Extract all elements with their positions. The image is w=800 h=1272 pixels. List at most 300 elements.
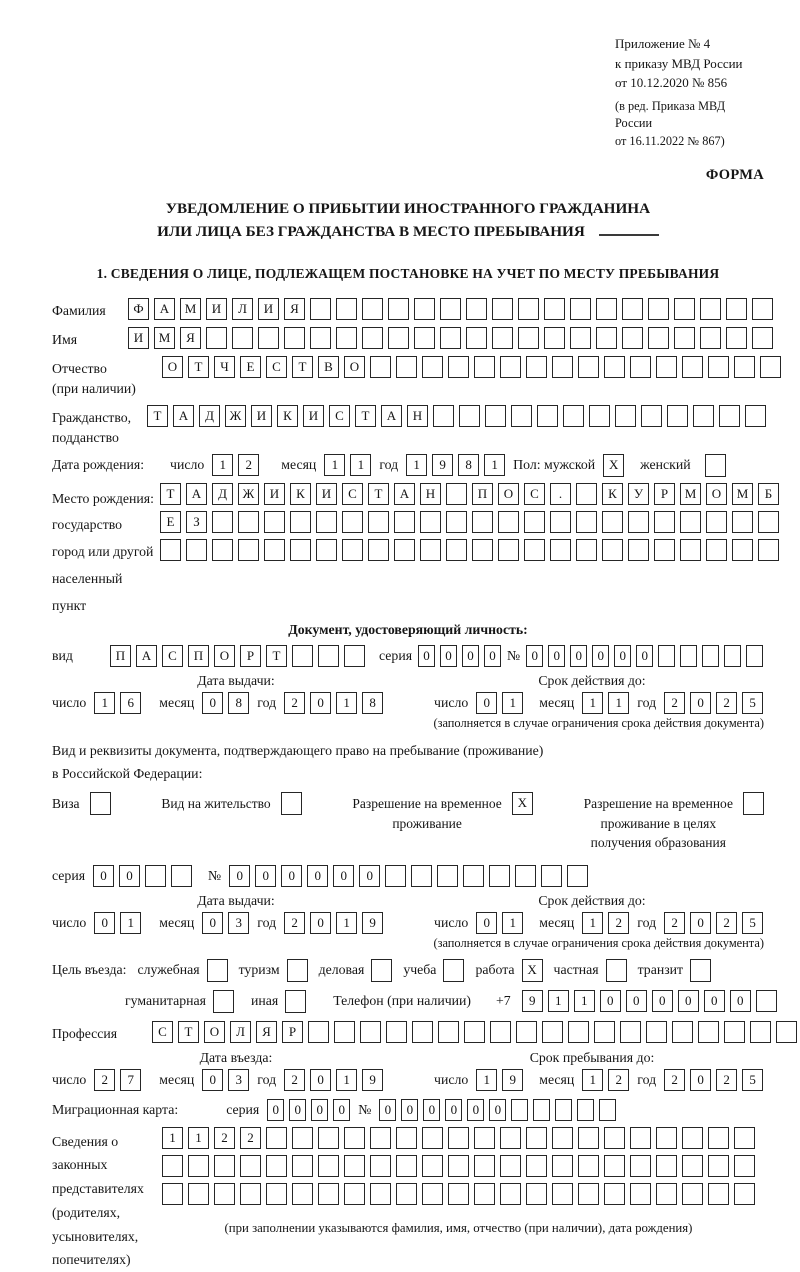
char-box[interactable]: Н xyxy=(420,483,441,505)
char-box[interactable] xyxy=(206,327,227,349)
char-box[interactable]: 1 xyxy=(120,912,141,934)
char-box[interactable]: Я xyxy=(256,1021,277,1043)
char-box[interactable] xyxy=(708,1183,729,1205)
char-box[interactable] xyxy=(654,539,675,561)
char-box[interactable] xyxy=(448,1183,469,1205)
char-box[interactable] xyxy=(284,327,305,349)
char-box[interactable] xyxy=(745,405,766,427)
char-box[interactable] xyxy=(555,1099,572,1121)
char-box[interactable]: 2 xyxy=(94,1069,115,1091)
char-box[interactable] xyxy=(604,1183,625,1205)
char-box[interactable] xyxy=(658,645,675,667)
char-box[interactable]: 1 xyxy=(574,990,595,1012)
char-box[interactable] xyxy=(708,1155,729,1177)
char-box[interactable] xyxy=(552,1127,573,1149)
char-box[interactable] xyxy=(758,511,779,533)
checkbox-work[interactable]: X xyxy=(522,959,543,982)
char-box[interactable] xyxy=(385,865,406,887)
char-box[interactable] xyxy=(708,356,729,378)
char-box[interactable]: 2 xyxy=(238,454,259,476)
char-box[interactable]: К xyxy=(602,483,623,505)
char-box[interactable]: 0 xyxy=(652,990,673,1012)
char-box[interactable]: 0 xyxy=(476,912,497,934)
char-box[interactable] xyxy=(370,1183,391,1205)
char-box[interactable] xyxy=(466,298,487,320)
char-box[interactable]: Я xyxy=(284,298,305,320)
char-box[interactable]: 5 xyxy=(742,912,763,934)
char-box[interactable]: 0 xyxy=(526,645,543,667)
char-box[interactable] xyxy=(706,511,727,533)
char-box[interactable] xyxy=(680,539,701,561)
char-box[interactable]: 0 xyxy=(704,990,725,1012)
char-box[interactable] xyxy=(266,1155,287,1177)
char-box[interactable]: О xyxy=(344,356,365,378)
char-box[interactable] xyxy=(266,1127,287,1149)
char-box[interactable] xyxy=(700,327,721,349)
char-box[interactable] xyxy=(602,539,623,561)
char-box[interactable] xyxy=(212,511,233,533)
char-box[interactable] xyxy=(648,298,669,320)
char-box[interactable]: О xyxy=(706,483,727,505)
char-box[interactable]: 0 xyxy=(423,1099,440,1121)
char-box[interactable]: И xyxy=(206,298,227,320)
char-box[interactable]: С xyxy=(162,645,183,667)
char-box[interactable]: 0 xyxy=(636,645,653,667)
char-box[interactable] xyxy=(492,298,513,320)
char-box[interactable]: 0 xyxy=(690,692,711,714)
char-box[interactable]: М xyxy=(180,298,201,320)
char-box[interactable] xyxy=(422,1183,443,1205)
char-box[interactable] xyxy=(693,405,714,427)
char-box[interactable]: С xyxy=(266,356,287,378)
char-box[interactable] xyxy=(474,356,495,378)
char-box[interactable]: 0 xyxy=(202,1069,223,1091)
char-box[interactable] xyxy=(318,1155,339,1177)
char-box[interactable] xyxy=(463,865,484,887)
char-box[interactable] xyxy=(515,865,536,887)
char-box[interactable] xyxy=(577,1099,594,1121)
char-box[interactable] xyxy=(334,1021,355,1043)
char-box[interactable] xyxy=(188,1155,209,1177)
char-box[interactable]: 0 xyxy=(730,990,751,1012)
char-box[interactable] xyxy=(578,1183,599,1205)
char-box[interactable]: Б xyxy=(758,483,779,505)
char-box[interactable] xyxy=(162,1183,183,1205)
char-box[interactable]: 0 xyxy=(255,865,276,887)
char-box[interactable] xyxy=(448,356,469,378)
char-box[interactable] xyxy=(719,405,740,427)
char-box[interactable]: 0 xyxy=(418,645,435,667)
char-box[interactable] xyxy=(316,511,337,533)
char-box[interactable] xyxy=(550,539,571,561)
char-box[interactable] xyxy=(472,511,493,533)
char-box[interactable]: 0 xyxy=(626,990,647,1012)
char-box[interactable] xyxy=(370,1155,391,1177)
char-box[interactable] xyxy=(567,865,588,887)
char-box[interactable] xyxy=(750,1021,771,1043)
char-box[interactable]: 0 xyxy=(690,912,711,934)
char-box[interactable]: 0 xyxy=(690,1069,711,1091)
char-box[interactable]: Т xyxy=(355,405,376,427)
char-box[interactable] xyxy=(344,1155,365,1177)
checkbox-study[interactable] xyxy=(443,959,464,982)
char-box[interactable]: 0 xyxy=(307,865,328,887)
char-box[interactable] xyxy=(734,356,755,378)
char-box[interactable] xyxy=(578,356,599,378)
char-box[interactable] xyxy=(411,865,432,887)
char-box[interactable] xyxy=(370,356,391,378)
char-box[interactable]: Н xyxy=(407,405,428,427)
char-box[interactable]: Т xyxy=(160,483,181,505)
char-box[interactable]: И xyxy=(258,298,279,320)
char-box[interactable]: О xyxy=(498,483,519,505)
char-box[interactable] xyxy=(760,356,781,378)
char-box[interactable] xyxy=(682,1155,703,1177)
char-box[interactable] xyxy=(615,405,636,427)
char-box[interactable] xyxy=(682,1183,703,1205)
char-box[interactable]: 0 xyxy=(281,865,302,887)
char-box[interactable] xyxy=(734,1183,755,1205)
char-box[interactable] xyxy=(646,1021,667,1043)
char-box[interactable]: 3 xyxy=(228,1069,249,1091)
checkbox-male[interactable]: X xyxy=(603,454,624,477)
char-box[interactable]: 0 xyxy=(310,912,331,934)
char-box[interactable] xyxy=(386,1021,407,1043)
char-box[interactable] xyxy=(682,356,703,378)
char-box[interactable] xyxy=(489,865,510,887)
char-box[interactable]: 0 xyxy=(570,645,587,667)
char-box[interactable] xyxy=(396,356,417,378)
char-box[interactable]: 1 xyxy=(476,1069,497,1091)
char-box[interactable]: 1 xyxy=(162,1127,183,1149)
char-box[interactable] xyxy=(485,405,506,427)
char-box[interactable]: М xyxy=(732,483,753,505)
char-box[interactable] xyxy=(308,1021,329,1043)
char-box[interactable] xyxy=(734,1155,755,1177)
char-box[interactable] xyxy=(667,405,688,427)
char-box[interactable]: 9 xyxy=(362,912,383,934)
char-box[interactable] xyxy=(292,645,313,667)
char-box[interactable] xyxy=(171,865,192,887)
char-box[interactable] xyxy=(648,327,669,349)
char-box[interactable]: Т xyxy=(292,356,313,378)
char-box[interactable]: 8 xyxy=(362,692,383,714)
char-box[interactable]: 0 xyxy=(310,1069,331,1091)
char-box[interactable]: 2 xyxy=(608,1069,629,1091)
char-box[interactable] xyxy=(576,511,597,533)
char-box[interactable] xyxy=(438,1021,459,1043)
char-box[interactable] xyxy=(602,511,623,533)
char-box[interactable]: 0 xyxy=(333,865,354,887)
char-box[interactable] xyxy=(492,327,513,349)
char-box[interactable]: Ж xyxy=(238,483,259,505)
char-box[interactable]: 1 xyxy=(94,692,115,714)
char-box[interactable]: 2 xyxy=(664,1069,685,1091)
char-box[interactable]: Д xyxy=(199,405,220,427)
char-box[interactable] xyxy=(674,298,695,320)
char-box[interactable]: А xyxy=(394,483,415,505)
char-box[interactable]: Ф xyxy=(128,298,149,320)
checkbox-visa[interactable] xyxy=(90,792,111,815)
char-box[interactable] xyxy=(464,1021,485,1043)
char-box[interactable]: 1 xyxy=(406,454,427,476)
char-box[interactable]: А xyxy=(154,298,175,320)
char-box[interactable] xyxy=(292,1183,313,1205)
char-box[interactable]: Л xyxy=(230,1021,251,1043)
char-box[interactable] xyxy=(672,1021,693,1043)
char-box[interactable] xyxy=(570,298,591,320)
char-box[interactable] xyxy=(264,511,285,533)
char-box[interactable]: И xyxy=(316,483,337,505)
char-box[interactable]: 2 xyxy=(608,912,629,934)
char-box[interactable] xyxy=(318,1183,339,1205)
char-box[interactable]: 7 xyxy=(120,1069,141,1091)
char-box[interactable]: 2 xyxy=(214,1127,235,1149)
char-box[interactable] xyxy=(541,865,562,887)
char-box[interactable] xyxy=(622,327,643,349)
char-box[interactable]: 0 xyxy=(614,645,631,667)
char-box[interactable] xyxy=(526,1155,547,1177)
checkbox-transit[interactable] xyxy=(690,959,711,982)
char-box[interactable] xyxy=(388,298,409,320)
char-box[interactable]: 0 xyxy=(202,912,223,934)
char-box[interactable] xyxy=(448,1127,469,1149)
char-box[interactable] xyxy=(756,990,777,1012)
char-box[interactable]: С xyxy=(524,483,545,505)
char-box[interactable]: 0 xyxy=(592,645,609,667)
char-box[interactable]: Р xyxy=(282,1021,303,1043)
char-box[interactable] xyxy=(498,511,519,533)
char-box[interactable] xyxy=(776,1021,797,1043)
char-box[interactable]: 0 xyxy=(333,1099,350,1121)
char-box[interactable] xyxy=(630,356,651,378)
char-box[interactable]: 8 xyxy=(458,454,479,476)
char-box[interactable] xyxy=(526,1127,547,1149)
char-box[interactable]: 1 xyxy=(188,1127,209,1149)
char-box[interactable]: З xyxy=(186,511,207,533)
char-box[interactable]: 1 xyxy=(350,454,371,476)
char-box[interactable] xyxy=(240,1155,261,1177)
char-box[interactable] xyxy=(700,298,721,320)
char-box[interactable] xyxy=(656,1155,677,1177)
char-box[interactable]: С xyxy=(342,483,363,505)
char-box[interactable] xyxy=(724,1021,745,1043)
char-box[interactable] xyxy=(290,511,311,533)
char-box[interactable]: 1 xyxy=(336,912,357,934)
char-box[interactable]: 0 xyxy=(379,1099,396,1121)
char-box[interactable] xyxy=(654,511,675,533)
char-box[interactable] xyxy=(563,405,584,427)
char-box[interactable] xyxy=(396,1183,417,1205)
char-box[interactable] xyxy=(537,405,558,427)
char-box[interactable] xyxy=(604,1155,625,1177)
char-box[interactable] xyxy=(682,1127,703,1149)
char-box[interactable]: 2 xyxy=(664,692,685,714)
char-box[interactable] xyxy=(758,539,779,561)
char-box[interactable] xyxy=(214,1183,235,1205)
char-box[interactable]: С xyxy=(152,1021,173,1043)
char-box[interactable]: 5 xyxy=(742,1069,763,1091)
char-box[interactable] xyxy=(511,1099,528,1121)
char-box[interactable] xyxy=(656,1127,677,1149)
checkbox-humanitarian[interactable] xyxy=(213,990,234,1013)
char-box[interactable]: А xyxy=(136,645,157,667)
char-box[interactable]: 6 xyxy=(120,692,141,714)
char-box[interactable] xyxy=(680,645,697,667)
char-box[interactable]: 0 xyxy=(476,692,497,714)
char-box[interactable] xyxy=(360,1021,381,1043)
char-box[interactable] xyxy=(576,539,597,561)
char-box[interactable] xyxy=(437,865,458,887)
char-box[interactable]: А xyxy=(186,483,207,505)
char-box[interactable] xyxy=(316,539,337,561)
char-box[interactable] xyxy=(708,1127,729,1149)
char-box[interactable] xyxy=(752,327,773,349)
char-box[interactable] xyxy=(498,539,519,561)
char-box[interactable] xyxy=(511,405,532,427)
char-box[interactable] xyxy=(394,511,415,533)
char-box[interactable] xyxy=(459,405,480,427)
char-box[interactable] xyxy=(214,1155,235,1177)
char-box[interactable]: 0 xyxy=(202,692,223,714)
char-box[interactable] xyxy=(396,1155,417,1177)
char-box[interactable] xyxy=(706,539,727,561)
char-box[interactable]: 1 xyxy=(608,692,629,714)
char-box[interactable]: 0 xyxy=(548,645,565,667)
checkbox-other[interactable] xyxy=(285,990,306,1013)
char-box[interactable]: Ж xyxy=(225,405,246,427)
char-box[interactable] xyxy=(362,298,383,320)
checkbox-tourism[interactable] xyxy=(287,959,308,982)
checkbox-residence-permit[interactable] xyxy=(281,792,302,815)
char-box[interactable] xyxy=(596,327,617,349)
char-box[interactable]: Я xyxy=(180,327,201,349)
char-box[interactable]: 1 xyxy=(548,990,569,1012)
char-box[interactable] xyxy=(238,539,259,561)
char-box[interactable]: 5 xyxy=(742,692,763,714)
char-box[interactable]: О xyxy=(204,1021,225,1043)
char-box[interactable] xyxy=(368,511,389,533)
char-box[interactable] xyxy=(290,539,311,561)
char-box[interactable] xyxy=(446,483,467,505)
char-box[interactable] xyxy=(620,1021,641,1043)
char-box[interactable] xyxy=(145,865,166,887)
checkbox-temp-residence[interactable]: X xyxy=(512,792,533,815)
char-box[interactable] xyxy=(544,298,565,320)
checkbox-female[interactable] xyxy=(705,454,726,477)
char-box[interactable] xyxy=(622,298,643,320)
char-box[interactable]: 2 xyxy=(664,912,685,934)
char-box[interactable]: 0 xyxy=(94,912,115,934)
char-box[interactable] xyxy=(524,511,545,533)
char-box[interactable] xyxy=(526,356,547,378)
char-box[interactable] xyxy=(310,327,331,349)
char-box[interactable] xyxy=(414,327,435,349)
char-box[interactable]: 0 xyxy=(229,865,250,887)
char-box[interactable] xyxy=(422,1127,443,1149)
char-box[interactable] xyxy=(440,298,461,320)
char-box[interactable] xyxy=(310,298,331,320)
char-box[interactable]: П xyxy=(110,645,131,667)
char-box[interactable] xyxy=(630,1183,651,1205)
char-box[interactable] xyxy=(412,1021,433,1043)
char-box[interactable] xyxy=(542,1021,563,1043)
char-box[interactable]: О xyxy=(162,356,183,378)
char-box[interactable]: 0 xyxy=(401,1099,418,1121)
char-box[interactable] xyxy=(734,1127,755,1149)
char-box[interactable] xyxy=(336,298,357,320)
char-box[interactable]: 1 xyxy=(502,912,523,934)
char-box[interactable] xyxy=(656,1183,677,1205)
char-box[interactable] xyxy=(516,1021,537,1043)
char-box[interactable] xyxy=(240,1183,261,1205)
char-box[interactable]: 0 xyxy=(484,645,501,667)
char-box[interactable]: Ч xyxy=(214,356,235,378)
char-box[interactable]: 0 xyxy=(311,1099,328,1121)
char-box[interactable]: 1 xyxy=(336,1069,357,1091)
char-box[interactable] xyxy=(420,539,441,561)
char-box[interactable] xyxy=(420,511,441,533)
char-box[interactable]: К xyxy=(290,483,311,505)
char-box[interactable]: 9 xyxy=(432,454,453,476)
char-box[interactable]: М xyxy=(680,483,701,505)
char-box[interactable] xyxy=(518,298,539,320)
char-box[interactable]: 2 xyxy=(284,912,305,934)
char-box[interactable] xyxy=(344,1183,365,1205)
char-box[interactable] xyxy=(702,645,719,667)
char-box[interactable]: А xyxy=(381,405,402,427)
char-box[interactable] xyxy=(466,327,487,349)
char-box[interactable] xyxy=(568,1021,589,1043)
char-box[interactable] xyxy=(746,645,763,667)
char-box[interactable]: 1 xyxy=(336,692,357,714)
char-box[interactable]: 0 xyxy=(440,645,457,667)
char-box[interactable] xyxy=(570,327,591,349)
char-box[interactable] xyxy=(550,511,571,533)
char-box[interactable]: И xyxy=(128,327,149,349)
char-box[interactable]: 1 xyxy=(502,692,523,714)
char-box[interactable]: 1 xyxy=(484,454,505,476)
char-box[interactable]: 0 xyxy=(267,1099,284,1121)
char-box[interactable]: П xyxy=(188,645,209,667)
char-box[interactable] xyxy=(500,1127,521,1149)
char-box[interactable]: 2 xyxy=(716,912,737,934)
checkbox-official[interactable] xyxy=(207,959,228,982)
char-box[interactable] xyxy=(162,1155,183,1177)
char-box[interactable]: О xyxy=(214,645,235,667)
char-box[interactable] xyxy=(446,539,467,561)
char-box[interactable]: 0 xyxy=(600,990,621,1012)
char-box[interactable] xyxy=(589,405,610,427)
checkbox-private[interactable] xyxy=(606,959,627,982)
char-box[interactable] xyxy=(238,511,259,533)
char-box[interactable]: Т xyxy=(178,1021,199,1043)
char-box[interactable] xyxy=(344,1127,365,1149)
char-box[interactable] xyxy=(594,1021,615,1043)
char-box[interactable]: 1 xyxy=(582,1069,603,1091)
char-box[interactable] xyxy=(698,1021,719,1043)
char-box[interactable] xyxy=(342,539,363,561)
char-box[interactable] xyxy=(414,298,435,320)
char-box[interactable] xyxy=(552,1155,573,1177)
char-box[interactable]: С xyxy=(329,405,350,427)
char-box[interactable] xyxy=(578,1155,599,1177)
char-box[interactable] xyxy=(526,1183,547,1205)
char-box[interactable]: И xyxy=(303,405,324,427)
char-box[interactable] xyxy=(604,1127,625,1149)
char-box[interactable] xyxy=(258,327,279,349)
char-box[interactable] xyxy=(552,1183,573,1205)
